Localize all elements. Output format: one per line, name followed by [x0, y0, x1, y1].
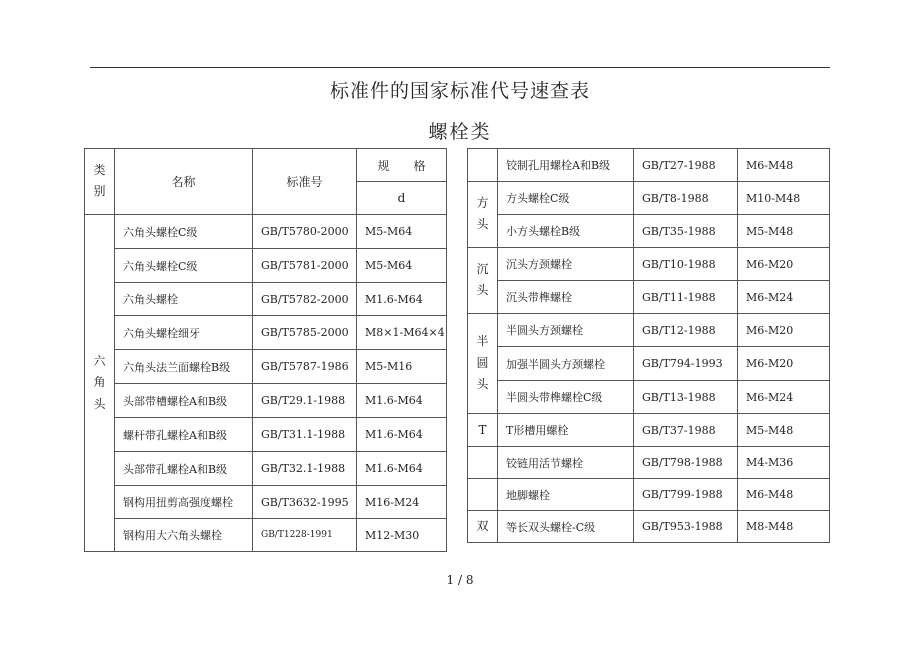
table-row — [468, 511, 830, 543]
table-row — [468, 149, 830, 182]
row-name: 方头螺栓C级 — [498, 182, 634, 215]
row-standard: GB/T11-1988 — [634, 281, 738, 314]
row-name: 头部带槽螺栓A和B级 — [115, 384, 253, 418]
section-title: 螺栓类 — [428, 121, 492, 143]
row-standard: GB/T5780-2000 — [253, 215, 357, 249]
row-standard: GB/T3632-1995 — [253, 486, 357, 519]
row-standard: GB/T1228-1991 — [253, 519, 357, 552]
row-standard: GB/T13-1988 — [634, 381, 738, 414]
row-name: 等长双头螺栓-C级 — [498, 511, 634, 543]
group-label-empty — [468, 479, 498, 511]
row-standard: GB/T29.1-1988 — [253, 384, 357, 418]
standard-header: 标准号 — [253, 149, 357, 215]
row-name: 小方头螺栓B级 — [498, 215, 634, 248]
category-header-text: 类 别 — [93, 162, 106, 199]
group-label-hex: 六 角 头 — [85, 215, 115, 552]
row-spec: M5-M48 — [738, 215, 830, 248]
row-name: 半圆头方颈螺栓 — [498, 314, 634, 347]
row-spec: M8×1-M64×4 — [357, 316, 447, 350]
row-spec: M6-M20 — [738, 314, 830, 347]
row-spec: M5-M64 — [357, 215, 447, 249]
row-spec: M16-M24 — [357, 486, 447, 519]
table-row — [85, 384, 447, 418]
group-label-countersunk: 沉 头 — [468, 248, 498, 314]
group-label-round-head: 半 圆 头 — [468, 314, 498, 414]
row-standard: GB/T5781-2000 — [253, 249, 357, 283]
table-row — [468, 381, 830, 414]
spec-subheader: d — [357, 182, 447, 215]
name-header: 名称 — [115, 149, 253, 215]
group-label-empty — [468, 149, 498, 182]
row-name: 钢构用扭剪高强度螺栓 — [115, 486, 253, 519]
row-spec: M10-M48 — [738, 182, 830, 215]
row-spec: M1.6-M64 — [357, 384, 447, 418]
row-spec: M6-M24 — [738, 381, 830, 414]
row-name: 沉头带榫螺栓 — [498, 281, 634, 314]
row-spec: M12-M30 — [357, 519, 447, 552]
table-row — [85, 316, 447, 350]
row-name: 六角头螺栓 — [115, 283, 253, 316]
row-standard: GB/T5782-2000 — [253, 283, 357, 316]
table-row — [468, 281, 830, 314]
row-standard: GB/T8-1988 — [634, 182, 738, 215]
row-spec: M5-M16 — [357, 350, 447, 384]
row-name: 沉头方颈螺栓 — [498, 248, 634, 281]
row-standard: GB/T12-1988 — [634, 314, 738, 347]
row-spec: M1.6-M64 — [357, 418, 447, 452]
row-spec: M6-M20 — [738, 248, 830, 281]
top-rule — [90, 67, 830, 68]
table-row — [468, 314, 830, 347]
table-row — [85, 486, 447, 519]
row-name: T形槽用螺栓 — [498, 414, 634, 447]
row-spec: M1.6-M64 — [357, 452, 447, 486]
row-spec: M6-M48 — [738, 149, 830, 182]
row-name: 六角头螺栓C级 — [115, 249, 253, 283]
row-spec: M5-M64 — [357, 249, 447, 283]
table-row — [468, 248, 830, 281]
table-row — [85, 215, 447, 249]
table-row — [468, 479, 830, 511]
row-standard: GB/T953-1988 — [634, 511, 738, 543]
group-label-double-end: 双 — [468, 511, 498, 543]
table-row — [468, 414, 830, 447]
row-standard: GB/T5787-1986 — [253, 350, 357, 384]
table-header-row — [85, 149, 447, 182]
row-name: 头部带孔螺栓A和B级 — [115, 452, 253, 486]
row-standard: GB/T794-1993 — [634, 347, 738, 381]
table-row — [85, 418, 447, 452]
row-name: 地脚螺栓 — [498, 479, 634, 511]
table-row — [468, 182, 830, 215]
row-name: 六角头螺栓细牙 — [115, 316, 253, 350]
row-spec: M6-M24 — [738, 281, 830, 314]
row-spec: M4-M36 — [738, 447, 830, 479]
row-standard: GB/T5785-2000 — [253, 316, 357, 350]
row-standard: GB/T798-1988 — [634, 447, 738, 479]
row-standard: GB/T799-1988 — [634, 479, 738, 511]
group-label-empty — [468, 447, 498, 479]
row-name: 半圆头带榫螺栓C级 — [498, 381, 634, 414]
row-spec: M6-M48 — [738, 479, 830, 511]
row-spec: M8-M48 — [738, 511, 830, 543]
group-label-square-head: 方 头 — [468, 182, 498, 248]
row-standard: GB/T32.1-1988 — [253, 452, 357, 486]
table-row — [468, 215, 830, 248]
left-standards-table — [84, 148, 447, 552]
row-spec: M5-M48 — [738, 414, 830, 447]
row-standard: GB/T37-1988 — [634, 414, 738, 447]
table-row — [85, 519, 447, 552]
row-name: 六角头螺栓C级 — [115, 215, 253, 249]
table-row — [468, 447, 830, 479]
row-spec: M1.6-M64 — [357, 283, 447, 316]
right-standards-table — [467, 148, 830, 543]
table-row — [85, 249, 447, 283]
row-name: 六角头法兰面螺栓B级 — [115, 350, 253, 384]
row-standard: GB/T35-1988 — [634, 215, 738, 248]
category-header — [85, 149, 115, 215]
table-row — [85, 283, 447, 316]
row-name: 钢构用大六角头螺栓 — [115, 519, 253, 552]
table-row — [85, 350, 447, 384]
table-row — [468, 347, 830, 381]
document-title: 标准件的国家标准代号速查表 — [329, 80, 590, 102]
row-name: 铰制孔用螺栓A和B级 — [498, 149, 634, 182]
row-standard: GB/T10-1988 — [634, 248, 738, 281]
row-name: 螺杆带孔螺栓A和B级 — [115, 418, 253, 452]
table-row — [85, 452, 447, 486]
spec-header: 规 格 — [357, 149, 447, 182]
row-standard: GB/T31.1-1988 — [253, 418, 357, 452]
row-name: 加强半圆头方颈螺栓 — [498, 347, 634, 381]
page-number: 1 / 8 — [446, 573, 474, 587]
row-standard: GB/T27-1988 — [634, 149, 738, 182]
row-name: 铰链用活节螺栓 — [498, 447, 634, 479]
group-label-t: T — [468, 414, 498, 447]
row-spec: M6-M20 — [738, 347, 830, 381]
